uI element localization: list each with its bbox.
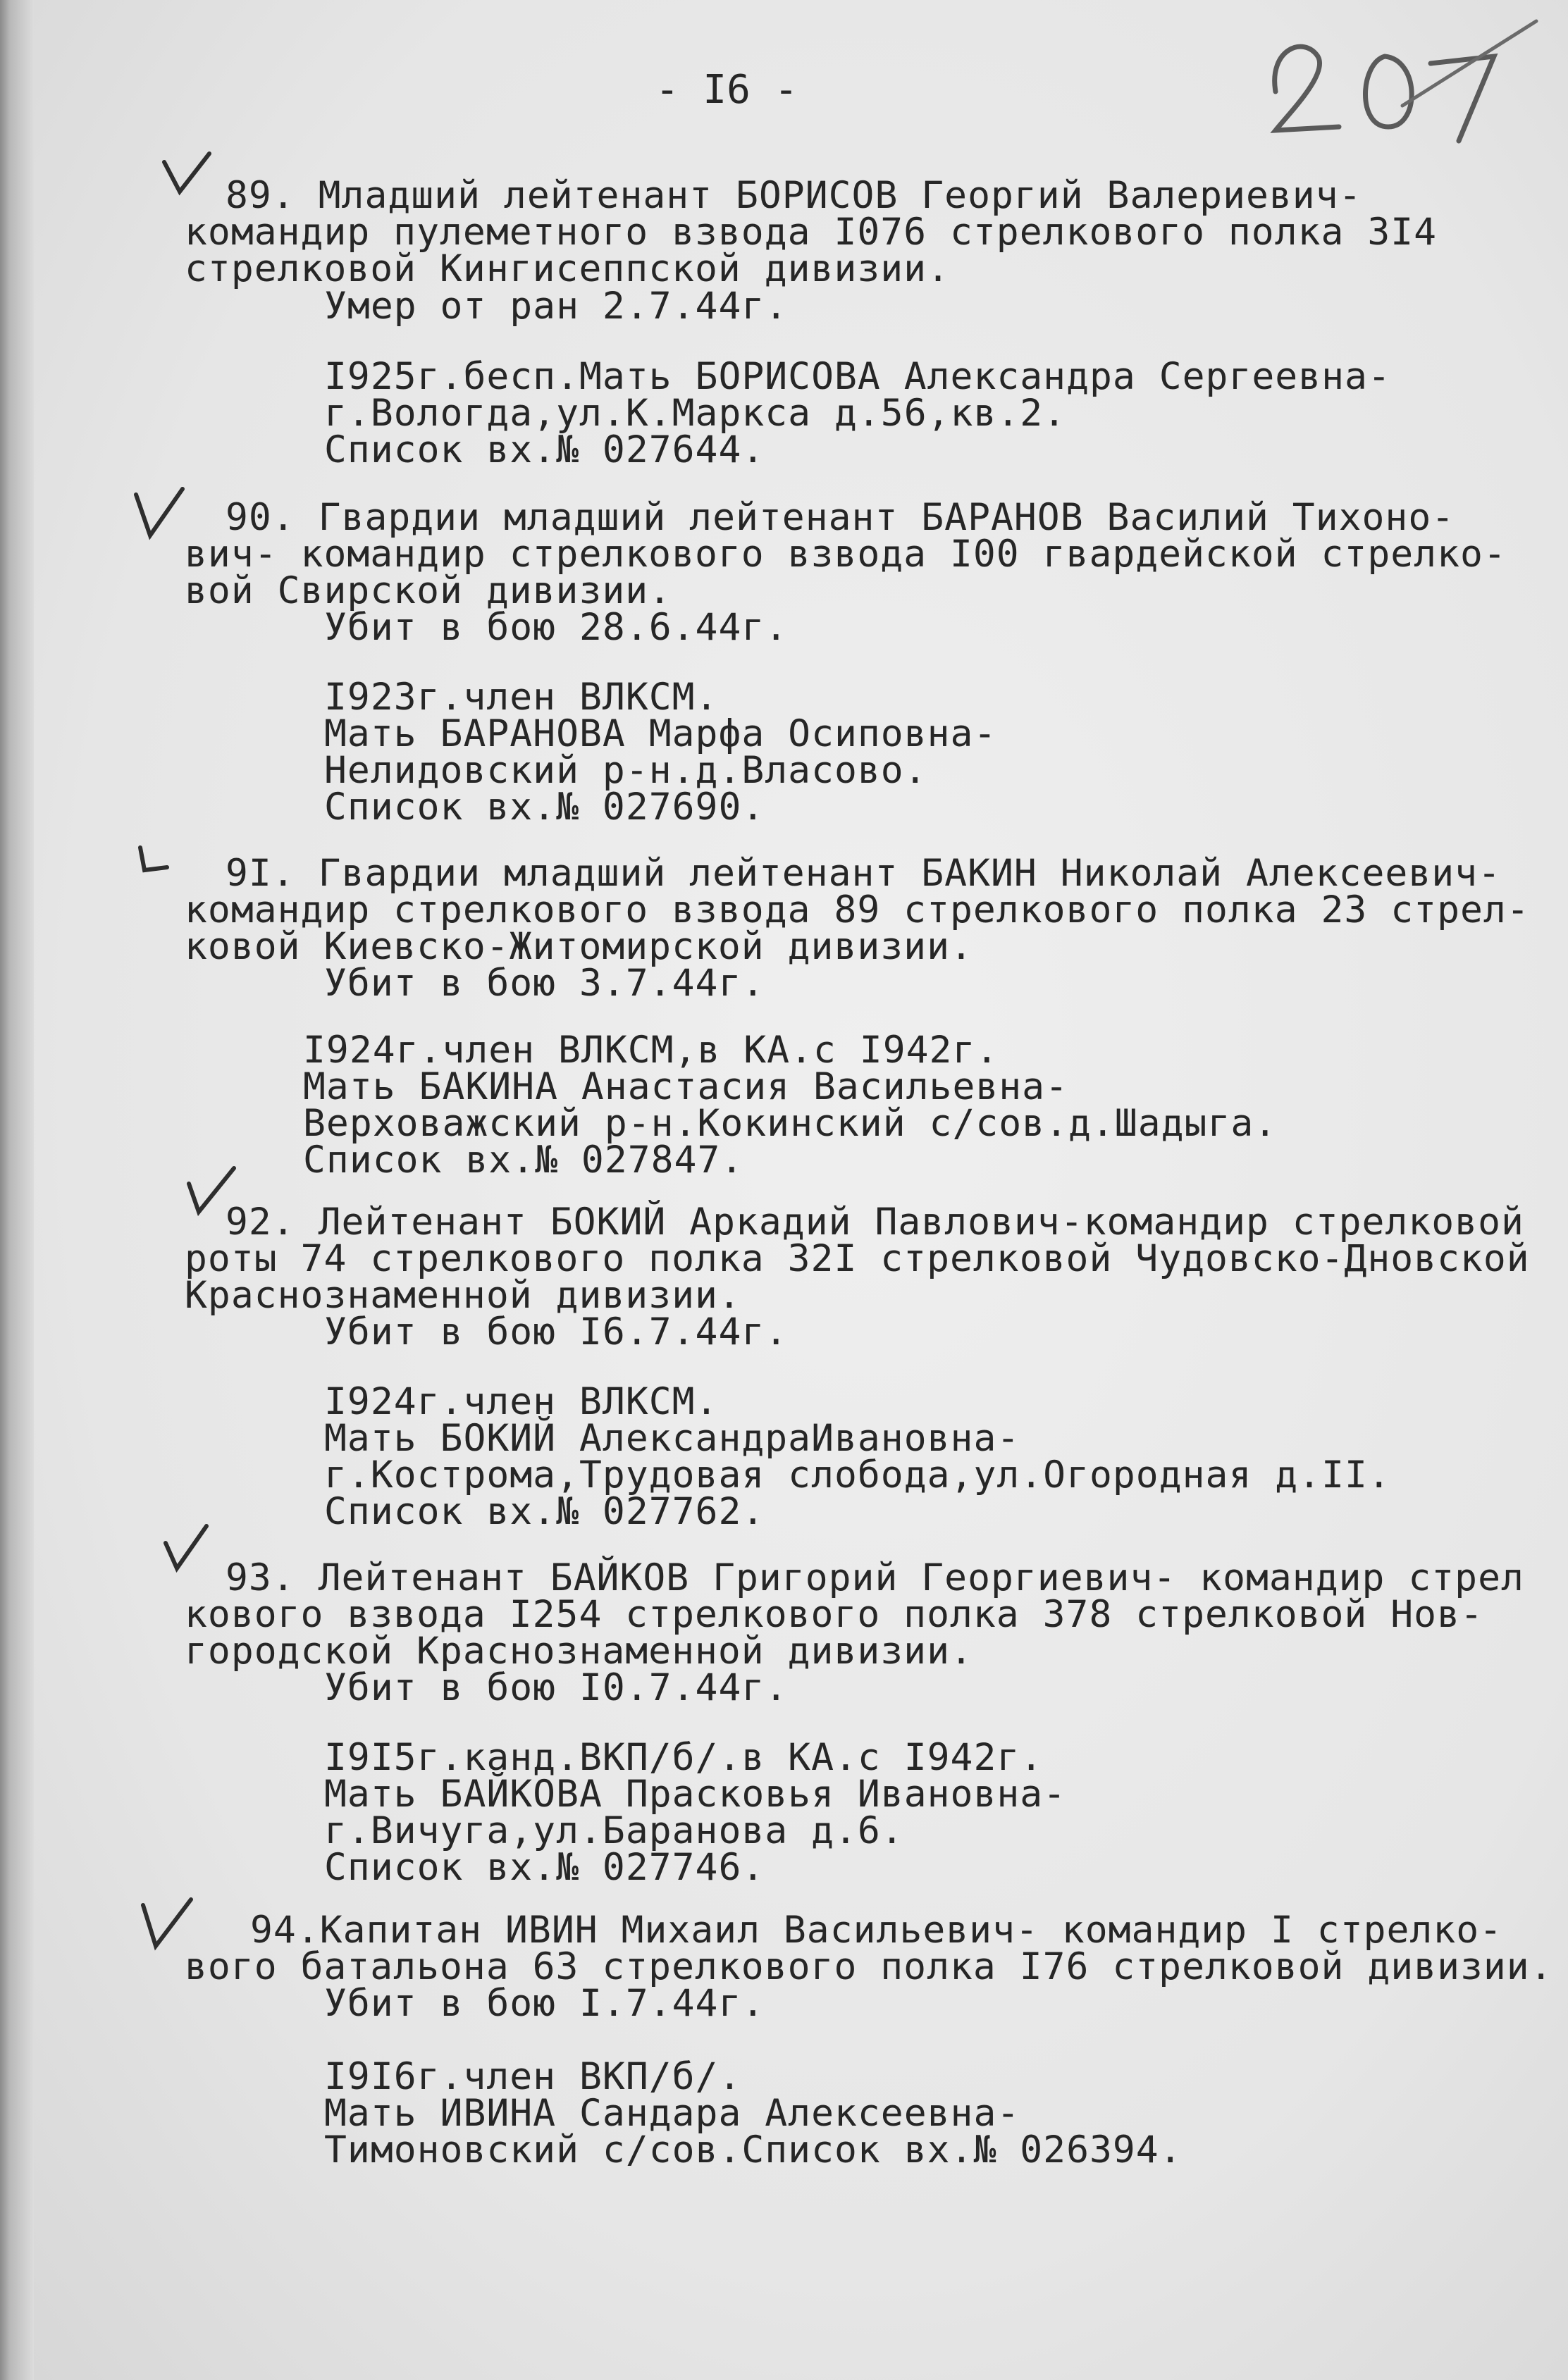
entry-94-info-1: I9I6г.член ВКП/б/. — [324, 2055, 742, 2098]
entry-89-info-1: I925г.бесп.Мать БОРИСОВА Александра Сергеевна- — [324, 355, 1391, 398]
entry-89-line-1: 89. Младший лейтенант БОРИСОВ Георгий Валериевич- — [226, 174, 1362, 217]
checkmark-icon — [159, 148, 215, 204]
entry-92-line-2: роты 74 стрелкового полка 32I стрелковой Чудовско-Дновской — [185, 1237, 1530, 1280]
entry-90-info-3: Нелидовский р-н.д.Власово. — [324, 749, 927, 792]
entry-91-info-4: Список вх.№ 027847. — [303, 1139, 744, 1182]
entry-91-line-1: 9I. Гвардии младший лейтенант БАКИН Николай Алексеевич- — [226, 852, 1501, 895]
entry-90-line-1: 90. Гвардии младший лейтенант БАРАНОВ Василий Тихоно- — [226, 496, 1455, 539]
checkmark-icon — [159, 1522, 215, 1578]
entry-89-death: Умер от ран 2.7.44г. — [324, 285, 789, 328]
entry-93-info-1: I9I5г.канд.ВКП/б/.в КА.с I942г. — [324, 1736, 1044, 1779]
entry-92-info-2: Мать БОКИЙ АлександраИвановна- — [324, 1417, 1020, 1460]
entry-93-info-3: г.Вичуга,ул.Баранова д.6. — [324, 1809, 904, 1852]
checkmark-icon — [137, 1895, 194, 1952]
handwritten-folio-number — [1261, 7, 1543, 155]
entry-91-info-2: Мать БАКИНА Анастасия Васильевна- — [303, 1065, 1068, 1108]
entry-89-info-3: Список вх.№ 027644. — [324, 428, 765, 471]
entry-94-line-2: вого батальона 63 стрелкового полка I76 стрелковой дивизии. — [185, 1945, 1553, 1988]
checkmark-icon — [130, 842, 187, 898]
page-edge-shadow — [0, 0, 34, 2380]
entry-89-line-2: командир пулеметного взвода I076 стрелкового полка 3I4 — [185, 211, 1438, 254]
entry-92-death: Убит в бою I6.7.44г. — [324, 1310, 789, 1353]
entry-91-line-3: ковой Киевско-Житомирской дивизии. — [185, 925, 973, 968]
entry-94-line-1: 94.Капитан ИВИН Михаил Васильевич- командир I стрелко- — [250, 1909, 1503, 1952]
entry-92-info-1: I924г.член ВЛКСМ. — [324, 1380, 719, 1423]
entry-90-info-2: Мать БАРАНОВА Марфа Осиповна- — [324, 712, 997, 755]
entry-93-death: Убит в бою I0.7.44г. — [324, 1666, 789, 1709]
checkmark-icon — [130, 486, 187, 543]
entry-89-info-2: г.Вологда,ул.К.Маркса д.56,кв.2. — [324, 392, 1067, 435]
entry-90-death: Убит в бою 28.6.44г. — [324, 606, 789, 649]
entry-93-line-2: кового взвода I254 стрелкового полка 378 стрелковой Нов- — [185, 1593, 1483, 1636]
entry-93-info-4: Список вх.№ 027746. — [324, 1846, 765, 1889]
entry-94-info-3: Тимоновский с/сов.Список вх.№ 026394. — [324, 2128, 1183, 2171]
entry-91-info-3: Верховажский р-н.Кокинский с/сов.д.Шадыга. — [303, 1102, 1278, 1145]
entry-91-info-1: I924г.член ВЛКСМ,в КА.с I942г. — [303, 1029, 999, 1072]
entry-91-line-2: командир стрелкового взвода 89 стрелкового полка 23 стрел- — [185, 888, 1530, 931]
entry-90-line-3: вой Свирской дивизии. — [185, 569, 672, 612]
entry-90-info-1: I923г.член ВЛКСМ. — [324, 676, 719, 719]
entry-94-info-2: Мать ИВИНА Сандара Алексеевна- — [324, 2092, 1020, 2135]
entry-89-line-3: стрелковой Кингисеппской дивизии. — [185, 247, 950, 290]
entry-93-line-3: городской Краснознаменной дивизии. — [185, 1630, 973, 1673]
entry-92-info-3: г.Кострома,Трудовая слобода,ул.Огородная д.II. — [324, 1454, 1391, 1496]
entry-91-death: Убит в бою 3.7.44г. — [324, 962, 765, 1005]
entry-92-line-3: Краснознаменной дивизии. — [185, 1274, 741, 1317]
entry-92-info-4: Список вх.№ 027762. — [324, 1490, 765, 1533]
entry-94-death: Убит в бою I.7.44г. — [324, 1982, 765, 2025]
entry-92-line-1: 92. Лейтенант БОКИЙ Аркадий Павлович-командир стрелковой — [226, 1201, 1524, 1244]
entry-90-line-2: вич- командир стрелкового взвода I00 гвардейской стрелко- — [185, 533, 1507, 576]
entry-93-line-1: 93. Лейтенант БАЙКОВ Григорий Георгиевич- командир стрел — [226, 1556, 1524, 1599]
entry-93-info-2: Мать БАЙКОВА Прасковья Ивановна- — [324, 1773, 1067, 1816]
page-number: - I6 - — [655, 67, 798, 113]
entry-90-info-4: Список вх.№ 027690. — [324, 786, 765, 829]
